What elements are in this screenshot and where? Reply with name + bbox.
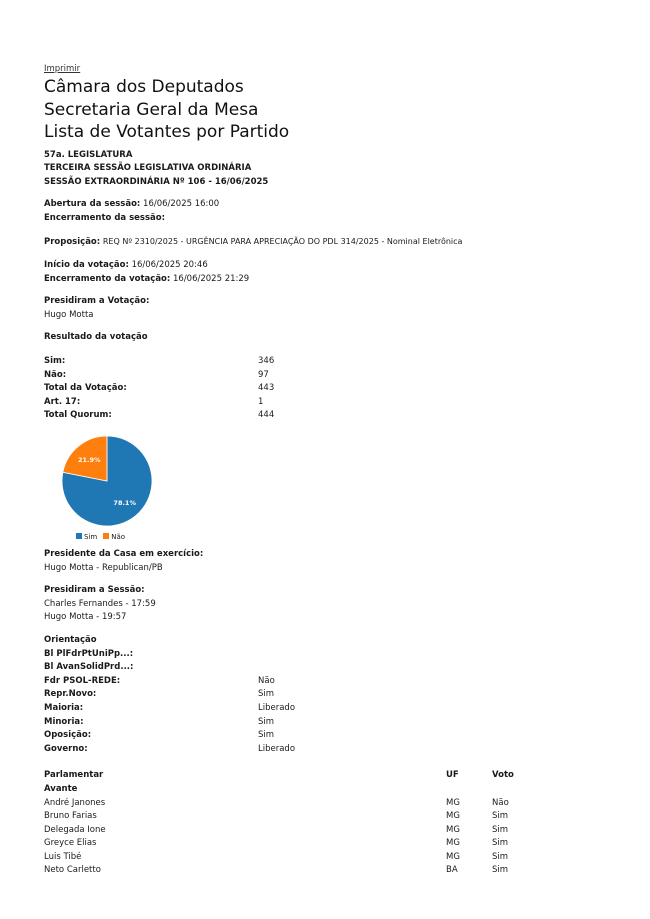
deputy-name: André Janones	[44, 797, 106, 808]
document-title	[44, 76, 604, 144]
orientation-label: Governo:	[44, 743, 88, 754]
pie-svg	[50, 431, 170, 531]
deputy-name: Luis Tibé	[44, 851, 82, 862]
deputy-uf: MG	[446, 838, 460, 849]
table-header-row	[44, 769, 604, 783]
extraordinary-session-line: SESSÃO EXTRAORDINÁRIA Nº 106 - 16/06/2025	[44, 176, 269, 187]
presided-session-line: Hugo Motta - 19:57	[44, 612, 127, 623]
result-row	[44, 396, 604, 410]
deputy-vote: Sim	[492, 838, 509, 849]
presided-session-label: Presidiram a Sessão:	[44, 585, 145, 596]
vote-end-label: Encerramento da votação:	[44, 273, 171, 284]
title-line: Lista de Votantes por Partido	[44, 122, 290, 142]
table-row	[44, 837, 604, 851]
result-row	[44, 355, 604, 369]
result-table	[44, 355, 604, 423]
orientation-value	[258, 661, 604, 675]
result-row	[44, 409, 604, 423]
document-page	[44, 56, 604, 878]
table-row	[44, 810, 604, 824]
presided-vote-label: Presidiram a Votação:	[44, 296, 150, 307]
deputy-name: Delegada Ione	[44, 824, 106, 835]
orientation-value: Sim	[258, 716, 275, 727]
orientation-label: Fdr PSOL-REDE:	[44, 675, 121, 686]
orientation-row	[44, 702, 604, 716]
deputy-uf: BA	[446, 865, 458, 876]
column-header-parlamentar: Parlamentar	[44, 770, 104, 781]
president-value: Hugo Motta - Republican/PB	[44, 562, 163, 573]
orientation-heading: Orientação	[44, 634, 97, 645]
print-link[interactable]: Imprimir	[44, 64, 81, 74]
result-label: Sim:	[44, 356, 66, 367]
orientation-label: Minoria:	[44, 716, 84, 727]
column-header-uf: UF	[446, 770, 459, 781]
pie-slice-sim-label: 78.1%	[113, 499, 136, 508]
result-row	[44, 369, 604, 383]
president-label: Presidente da Casa em exercício:	[44, 549, 204, 559]
house-president	[44, 548, 604, 575]
orientation-label: Maioria:	[44, 702, 84, 713]
table-row	[44, 824, 604, 838]
deputy-name: Bruno Farias	[44, 811, 97, 822]
legend-label: Não	[111, 533, 126, 541]
orientation-label: Repr.Novo:	[44, 689, 97, 700]
legislature-line: 57a. LEGISLATURA	[44, 149, 133, 160]
result-label: Não:	[44, 369, 67, 380]
title-line: Secretaria Geral da Mesa	[44, 99, 259, 120]
proposition-label: Proposição:	[44, 237, 101, 248]
presided-session	[44, 584, 604, 625]
orientation-section	[44, 634, 604, 756]
party-group-heading: Avante	[44, 783, 78, 794]
result-value: 443	[258, 383, 275, 394]
deputy-vote: Não	[492, 797, 509, 808]
orientation-row	[44, 661, 604, 675]
deputy-uf: MG	[446, 797, 460, 808]
orientation-value: Sim	[258, 689, 275, 700]
session-info	[44, 149, 604, 190]
orientation-row	[44, 688, 604, 702]
deputy-vote: Sim	[492, 865, 509, 876]
table-row	[44, 851, 604, 865]
deputy-uf: MG	[446, 824, 460, 835]
title-line: Câmara dos Deputados	[44, 77, 244, 97]
result-value: 444	[258, 410, 275, 421]
presided-session-line: Charles Fernandes - 17:59	[44, 598, 156, 609]
vote-pie-chart	[50, 431, 170, 539]
result-row	[44, 382, 604, 396]
closing-label: Encerramento da sessão:	[44, 212, 166, 223]
deputy-name: Greyce Elias	[44, 838, 97, 849]
vote-end-value: 16/06/2025 21:29	[173, 273, 250, 284]
orientation-value: Liberado	[258, 743, 296, 754]
presided-vote-value: Hugo Motta	[44, 309, 94, 320]
orientation-row	[44, 729, 604, 743]
orientation-row	[44, 716, 604, 730]
deputy-name: Neto Carletto	[44, 865, 101, 876]
result-label: Art. 17:	[44, 396, 81, 407]
orientation-value: Liberado	[258, 702, 296, 713]
orientation-row	[44, 743, 604, 757]
table-row	[44, 864, 604, 878]
pie-slice-nao-label: 21.9%	[78, 455, 101, 464]
proposition-value: REQ Nº 2310/2025 - URGÊNCIA PARA APRECIAÇÃO DO PDL 314/2025 - Nominal Eletrônica	[102, 237, 463, 247]
result-label: Total da Votação:	[44, 383, 127, 394]
presided-vote	[44, 295, 604, 322]
result-value: 97	[258, 369, 269, 380]
deputy-uf: MG	[446, 811, 460, 822]
legislative-session-line: TERCEIRA SESSÃO LEGISLATIVA ORDINÁRIA	[44, 163, 252, 174]
result-label: Total Quorum:	[44, 410, 112, 421]
legend-label: Sim	[84, 533, 98, 541]
orientation-label: Bl PlFdrPtUniPp...:	[44, 648, 134, 659]
opening-value: 16/06/2025 16:00	[143, 199, 220, 210]
proposition	[44, 235, 604, 250]
deputy-vote: Sim	[492, 811, 509, 822]
session-times	[44, 198, 604, 225]
opening-label: Abertura da sessão:	[44, 199, 141, 210]
votes-table	[44, 769, 604, 878]
orientation-row	[44, 648, 604, 662]
vote-start-label: Início da votação:	[44, 260, 129, 271]
orientation-value: Sim	[258, 730, 275, 741]
orientation-label: Bl AvanSolidPrd...:	[44, 662, 134, 673]
result-heading: Resultado da votação	[44, 332, 148, 343]
deputy-vote: Sim	[492, 824, 509, 835]
table-row	[44, 797, 604, 811]
deputy-uf: MG	[446, 851, 460, 862]
deputy-vote: Sim	[492, 851, 509, 862]
column-header-voto: Voto	[492, 770, 514, 781]
orientation-row	[44, 675, 604, 689]
orientation-label: Oposição:	[44, 730, 92, 741]
result-value: 346	[258, 356, 275, 367]
vote-start-value: 16/06/2025 20:46	[131, 260, 208, 271]
result-value: 1	[258, 396, 264, 407]
orientation-value	[258, 648, 604, 662]
vote-times	[44, 259, 604, 286]
orientation-value: Não	[258, 675, 275, 686]
